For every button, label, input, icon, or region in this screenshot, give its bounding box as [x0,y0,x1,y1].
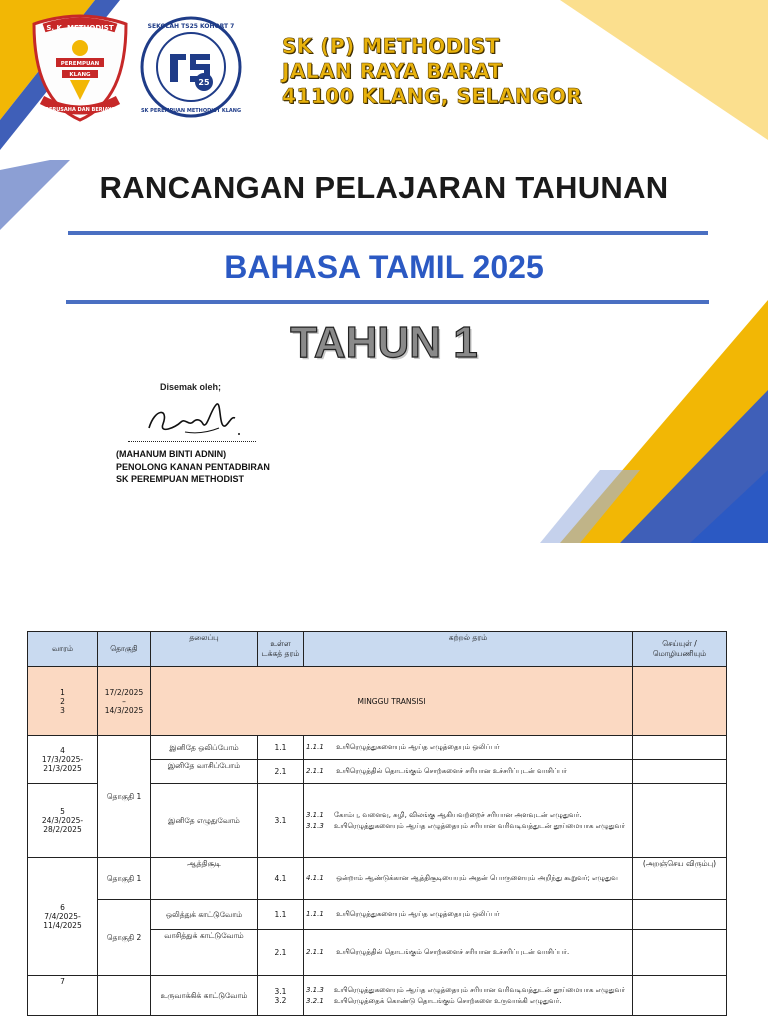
ls-text: உயிரெழுத்துகளையும் ஆய்த எழுத்தையும் சரியான வரிவடிவத்துடன் தூய்மையாக எழுதுவர் [334,821,626,830]
transition-dates: 17/2/2025 – 14/3/2025 [98,667,151,736]
year-title: TAHUN 1 [290,318,478,367]
poem-cell [633,784,727,858]
poem-cell [633,930,727,976]
school-address [282,34,582,109]
learning-standard-cell [304,760,633,784]
content-standard-cell: 4.1 [258,858,304,900]
learning-standard-cell [304,900,633,930]
ts25-seal-icon [140,16,242,122]
signatory-school: SK PEREMPUAN METHODIST [116,474,245,484]
module-cell: தொகுதி 1 [98,736,151,858]
module-cell: தொகுதி 1 [98,858,151,900]
table-row [28,900,727,930]
ls-text: உயிரெழுத்துகளையும் ஆய்த எழுத்தையும் சரியான வரிவடிவத்துடன் தூய்மையாக எழுதுவர் [334,985,626,994]
week-cell: 4 17/3/2025- 21/3/2025 [28,736,98,784]
header-module: தொகுதி [98,632,151,667]
ls-number: 3.1.1 [306,810,324,819]
topic-cell: ஆத்திசூடி [151,858,258,900]
header-topic: தலைப்பு [151,632,258,667]
svg-text:KLANG: KLANG [69,72,91,78]
topic-cell: உருவாக்கிக் காட்டுவோம் [151,976,258,1016]
topic-cell: ஒலித்துக் காட்டுவோம் [151,900,258,930]
poem-cell [633,976,727,1016]
signature-line [128,441,256,442]
subject-title: BAHASA TAMIL 2025 [224,249,544,285]
content-standard-cell: 2.1 [258,930,304,976]
school-crest-icon [30,14,130,128]
ls-number: 3.2.1 [306,996,324,1005]
week-cell: 6 7/4/2025- 11/4/2025 [28,858,98,976]
learning-standard-cell [304,736,633,760]
school-name: SK (P) METHODIST [282,34,500,58]
transition-weeks: 1 2 3 [28,667,98,736]
table-row [28,667,727,736]
table-row [28,736,727,760]
ls-number: 1.1.1 [306,743,324,751]
verification-block [116,382,316,392]
school-city: 41100 KLANG, SELANGOR [282,84,583,108]
signatory-post: PENOLONG KANAN PENTADBIRAN [116,461,270,472]
content-standard-cell: 3.1 3.2 [258,976,304,1016]
ls-number: 4.1.1 [306,874,324,882]
learning-standard-cell [304,930,633,976]
ls-text: உயிரெழுத்தில் தொடங்கும் சொற்களைச் சரியான உச்சரிப்புடன் வாசிப்பர். [336,948,570,956]
ls-number: 3.1.3 [306,985,324,994]
svg-text:SEKOLAH TS25 KOHORT 7: SEKOLAH TS25 KOHORT 7 [147,23,235,30]
poem-cell [633,760,727,784]
learning-standard-cell [304,784,633,858]
subject-divider [66,300,709,304]
ls-text: உயிரெழுத்தில் தொடங்கும் சொற்களைச் சரியான உச்சரிப்புடன் வாசிப்பர் [336,767,567,775]
content-standard-cell: 3.1 [258,784,304,858]
topic-cell: இனிதே ஒலிப்போம் [151,736,258,760]
transition-label: MINGGU TRANSISI [151,667,633,736]
topic-cell: இனிதே வாசிப்போம் [151,760,258,784]
svg-text:S. K. METHODIST: S. K. METHODIST [46,24,114,32]
week-cell: 7 [28,976,98,1016]
svg-text:BERUSAHA DAN BERJAYA: BERUSAHA DAN BERJAYA [45,107,115,113]
transition-poem [633,667,727,736]
topic-cell: வாசித்துக் காட்டுவோம் [151,930,258,976]
ls-number: 2.1.1 [306,767,324,775]
verified-by-label: Disemak oleh; [160,382,222,392]
ls-text: உயிரெழுத்துகளையும் ஆய்த எழுத்தையும் ஒலிப்பர் [336,910,500,918]
topic-cell: இனிதே எழுதுவோம் [151,784,258,858]
poem-cell [633,900,727,930]
svg-text:25: 25 [198,78,210,87]
svg-text:SK PEREMPUAN METHODIST KLANG: SK PEREMPUAN METHODIST KLANG [140,108,242,114]
signatory-block [116,448,270,486]
ls-number: 3.1.3 [306,821,324,830]
ls-text: கோம்பு, வளைவு, சுழி, விலங்கு ஆகியவற்றைச் சரியான அளவுடன் எழுதுவர். [334,810,582,819]
poem-cell [633,736,727,760]
document-title: RANCANGAN PELAJARAN TAHUNAN [99,170,669,205]
content-standard-cell: 1.1 [258,900,304,930]
week-cell: 5 24/3/2025- 28/2/2025 [28,784,98,858]
title-divider [68,231,708,235]
yearly-plan-table [27,631,727,1016]
module-cell: தொகுதி 2 [98,900,151,976]
module-cell [98,976,151,1016]
poem-cell: (அறஞ்செய விரும்பு) [633,858,727,900]
header-content-standard: உள்ள டக்கத் தரம் [258,632,304,667]
ls-number: 2.1.1 [306,948,324,956]
signature-icon [145,398,245,442]
ls-text: உயிரெழுத்தைக் கொண்டு தொடங்கும் சொற்களை உருவாக்கி எழுதுவர். [334,996,562,1005]
content-standard-cell: 2.1 [258,760,304,784]
ls-number: 1.1.1 [306,910,324,918]
header-week: வாரம் [28,632,98,667]
content-standard-cell: 1.1 [258,736,304,760]
header-learning-standard: கற்றல் தரம் [304,632,633,667]
ls-text: ஒன்றாம் ஆண்டுக்கான ஆத்திசூடியையும் அதன் பொருளையும் அறிந்து கூறுவர்; எழுதுவ [336,874,618,882]
learning-standard-cell [304,976,633,1016]
table-header-row [28,632,727,667]
table-row [28,976,727,1016]
svg-text:PEREMPUAN: PEREMPUAN [60,61,100,67]
table-row [28,858,727,900]
learning-standard-cell [304,858,633,900]
header-poem: செய்யுள் / மொழியணியும் [633,632,727,667]
signatory-name: (MAHANUM BINTI ADNIN) [116,449,227,459]
school-street: JALAN RAYA BARAT [282,59,503,83]
ls-text: உயிரெழுத்துகளையும் ஆய்த எழுத்தையும் ஒலிப்பர் [336,743,500,751]
